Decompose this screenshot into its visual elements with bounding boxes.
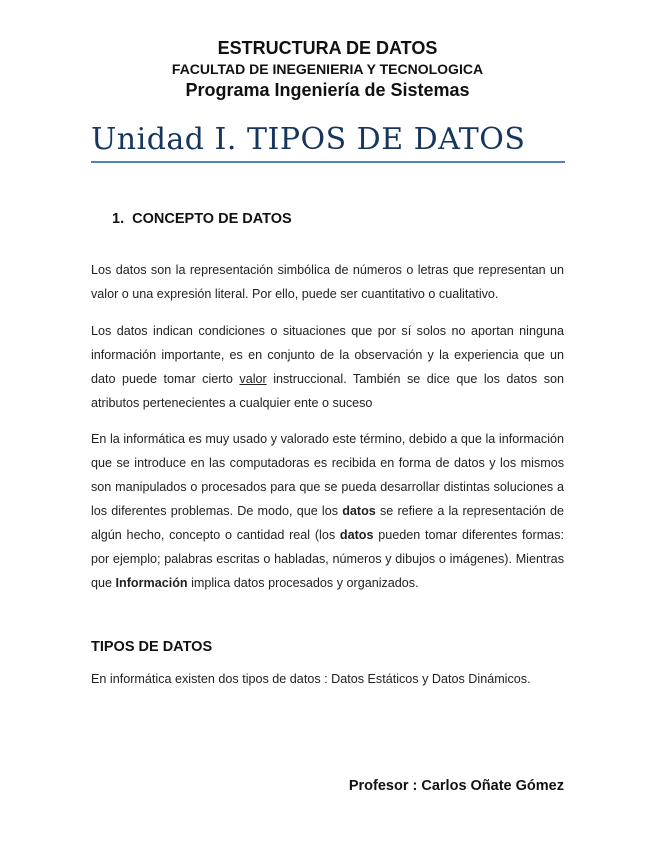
section-number: 1. [112, 211, 125, 227]
section-concepto-heading [112, 211, 292, 227]
bold-term: datos [339, 528, 374, 542]
section-title: CONCEPTO DE DATOS [132, 211, 292, 227]
bold-term: Información [115, 576, 188, 590]
paragraph-text: implica datos procesados y organizados. [187, 576, 419, 590]
paragraph-tipos: En informática existen dos tipos de datos : Datos Estáticos y Datos Dinámicos. [91, 672, 531, 686]
paragraph-informatica [91, 427, 564, 595]
paragraph-text: Los datos indican condiciones o situaciones que por sí solos no aportan ninguna información importante, es en conjunto de la observación y la experiencia que un dato puede tomar cierto [91, 324, 564, 386]
paragraph-text: instruccional. También se dice que los datos son atributos pertenecientes a cualquier ente o suceso [91, 372, 564, 410]
unit-heading: Unidad I. TIPOS DE DATOS [91, 122, 565, 163]
paragraph-text: se refiere a la representación de algún hecho, concepto o cantidad real (los [91, 504, 564, 542]
program-name: Programa Ingeniería de Sistemas [185, 80, 470, 100]
faculty-name: FACULTAD DE INEGENIERIA Y TECNOLOGICA [171, 61, 484, 77]
course-title: ESTRUCTURA DE DATOS [217, 38, 438, 58]
paragraph-text: En la informática es muy usado y valorado este término, debido a que la información que se introduce en las computadoras es recibida en forma de datos y los mismos son manipulados o procesados para que se pueda desarrollar distintas soluciones a los diferentes problemas. De modo, que los [91, 432, 564, 518]
bold-term: datos [342, 504, 376, 518]
valor-link[interactable]: valor [239, 372, 267, 386]
professor-signature: Profesor : Carlos Oñate Gómez [348, 778, 564, 794]
section-tipos-heading: TIPOS DE DATOS [91, 639, 213, 655]
paragraph-text: pueden tomar diferentes formas: por ejemplo; palabras escritas o habladas, números y dibujos o imágenes). Mientras que [91, 528, 564, 590]
paragraph-conditions [91, 319, 564, 415]
paragraph-definition: Los datos son la representación simbólica de números o letras que representan un valor o una expresión literal. Por ello, puede ser cuantitativo o cualitativo. [91, 263, 564, 301]
